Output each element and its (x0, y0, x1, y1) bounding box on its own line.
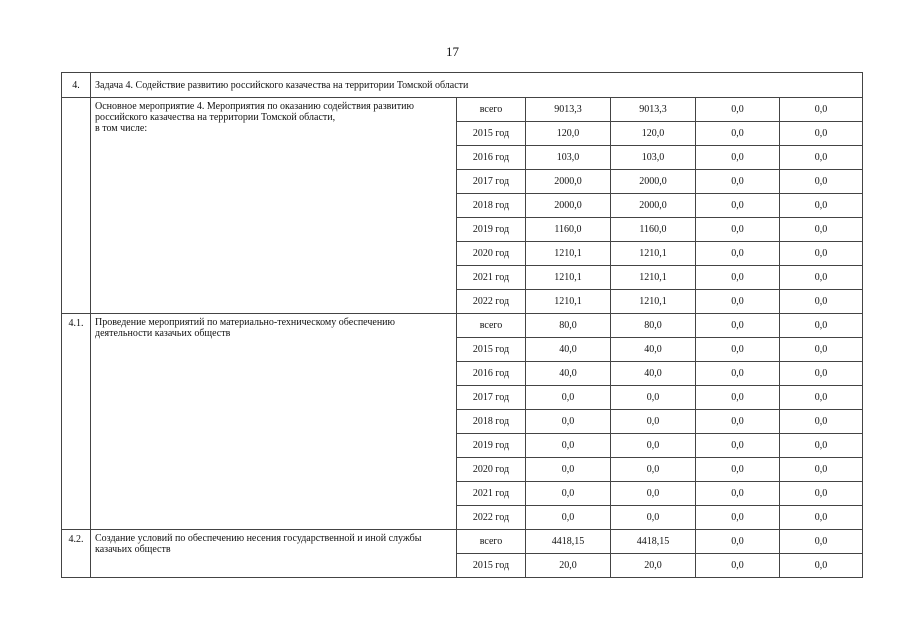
value-cell: 40,0 (526, 362, 611, 386)
section-description (91, 314, 457, 530)
value-cell: 0,0 (780, 506, 863, 530)
task-row (62, 73, 863, 98)
value-cell: 20,0 (611, 554, 696, 578)
value-cell: 0,0 (780, 290, 863, 314)
table-row (62, 530, 863, 554)
value-cell: 0,0 (780, 530, 863, 554)
value-cell: 0,0 (526, 386, 611, 410)
value-cell: 0,0 (780, 458, 863, 482)
section-number: 4.2. (62, 530, 91, 578)
period-cell: 2020 год (457, 458, 526, 482)
period-cell: 2017 год (457, 386, 526, 410)
value-cell: 40,0 (611, 338, 696, 362)
value-cell: 0,0 (780, 194, 863, 218)
value-cell: 0,0 (696, 314, 780, 338)
table-row (62, 98, 863, 122)
value-cell: 0,0 (696, 98, 780, 122)
value-cell: 0,0 (696, 410, 780, 434)
value-cell: 0,0 (780, 434, 863, 458)
value-cell: 1210,1 (526, 266, 611, 290)
value-cell: 0,0 (611, 386, 696, 410)
value-cell: 1210,1 (611, 242, 696, 266)
period-cell: 2018 год (457, 410, 526, 434)
value-cell: 0,0 (526, 482, 611, 506)
value-cell: 80,0 (526, 314, 611, 338)
value-cell: 0,0 (780, 386, 863, 410)
value-cell: 0,0 (780, 338, 863, 362)
period-cell: 2021 год (457, 266, 526, 290)
value-cell: 0,0 (526, 506, 611, 530)
value-cell: 2000,0 (611, 194, 696, 218)
value-cell: 4418,15 (526, 530, 611, 554)
period-cell: 2022 год (457, 290, 526, 314)
value-cell: 103,0 (611, 146, 696, 170)
value-cell: 0,0 (526, 434, 611, 458)
value-cell: 0,0 (696, 194, 780, 218)
description-line: Основное мероприятие 4. Мероприятия по оказанию содействия развитию (95, 101, 414, 112)
value-cell: 0,0 (696, 242, 780, 266)
value-cell: 0,0 (696, 362, 780, 386)
value-cell: 0,0 (696, 146, 780, 170)
value-cell: 0,0 (696, 482, 780, 506)
value-cell: 0,0 (780, 482, 863, 506)
description-line: Создание условий по обеспечению несения государственной и иной службы (95, 533, 422, 544)
value-cell: 1160,0 (611, 218, 696, 242)
value-cell: 0,0 (611, 410, 696, 434)
value-cell: 80,0 (611, 314, 696, 338)
value-cell: 0,0 (780, 314, 863, 338)
value-cell: 1210,1 (611, 290, 696, 314)
value-cell: 0,0 (526, 410, 611, 434)
value-cell: 4418,15 (611, 530, 696, 554)
value-cell: 103,0 (526, 146, 611, 170)
period-cell: 2018 год (457, 194, 526, 218)
value-cell: 0,0 (611, 434, 696, 458)
task-number: 4. (62, 73, 91, 98)
section-number (62, 98, 91, 314)
period-cell: 2022 год (457, 506, 526, 530)
value-cell: 0,0 (780, 122, 863, 146)
section-number: 4.1. (62, 314, 91, 530)
value-cell: 2000,0 (526, 194, 611, 218)
value-cell: 0,0 (611, 506, 696, 530)
value-cell: 0,0 (780, 266, 863, 290)
period-cell: 2017 год (457, 170, 526, 194)
value-cell: 1210,1 (611, 266, 696, 290)
value-cell: 0,0 (611, 458, 696, 482)
value-cell: 40,0 (611, 362, 696, 386)
value-cell: 0,0 (696, 530, 780, 554)
value-cell: 0,0 (780, 362, 863, 386)
value-cell: 2000,0 (611, 170, 696, 194)
value-cell: 0,0 (696, 434, 780, 458)
description-line: деятельности казачьих обществ (95, 328, 231, 339)
period-cell: 2016 год (457, 146, 526, 170)
period-cell: всего (457, 314, 526, 338)
value-cell: 0,0 (696, 218, 780, 242)
value-cell: 0,0 (696, 506, 780, 530)
period-cell: 2020 год (457, 242, 526, 266)
period-cell: 2015 год (457, 338, 526, 362)
value-cell: 1210,1 (526, 242, 611, 266)
description-line: в том числе: (95, 123, 148, 134)
budget-table (61, 72, 863, 578)
value-cell: 0,0 (611, 482, 696, 506)
description-line: Проведение мероприятий по материально-техническому обеспечению (95, 317, 395, 328)
description-line: российского казачества на территории Томской области, (95, 112, 336, 123)
value-cell: 0,0 (696, 170, 780, 194)
page-number: 17 (446, 44, 459, 59)
value-cell: 0,0 (696, 122, 780, 146)
task-title: Задача 4. Содействие развитию российского казачества на территории Томской области (91, 73, 863, 98)
period-cell: 2016 год (457, 362, 526, 386)
period-cell: всего (457, 530, 526, 554)
section-description (91, 98, 457, 314)
value-cell: 2000,0 (526, 170, 611, 194)
period-cell: 2021 год (457, 482, 526, 506)
value-cell: 120,0 (526, 122, 611, 146)
value-cell: 20,0 (526, 554, 611, 578)
value-cell: 0,0 (780, 242, 863, 266)
value-cell: 0,0 (780, 98, 863, 122)
value-cell: 1160,0 (526, 218, 611, 242)
section-description (91, 530, 457, 578)
value-cell: 0,0 (696, 554, 780, 578)
value-cell: 0,0 (780, 146, 863, 170)
value-cell: 120,0 (611, 122, 696, 146)
period-cell: 2015 год (457, 122, 526, 146)
value-cell: 0,0 (780, 554, 863, 578)
value-cell: 9013,3 (611, 98, 696, 122)
value-cell: 9013,3 (526, 98, 611, 122)
value-cell: 0,0 (696, 338, 780, 362)
period-cell: всего (457, 98, 526, 122)
value-cell: 0,0 (696, 458, 780, 482)
value-cell: 0,0 (780, 218, 863, 242)
value-cell: 0,0 (696, 386, 780, 410)
table-row (62, 314, 863, 338)
value-cell: 0,0 (780, 170, 863, 194)
description-line: казачьих обществ (95, 544, 171, 555)
value-cell: 0,0 (696, 290, 780, 314)
value-cell: 0,0 (696, 266, 780, 290)
value-cell: 1210,1 (526, 290, 611, 314)
period-cell: 2015 год (457, 554, 526, 578)
period-cell: 2019 год (457, 434, 526, 458)
value-cell: 40,0 (526, 338, 611, 362)
period-cell: 2019 год (457, 218, 526, 242)
value-cell: 0,0 (780, 410, 863, 434)
value-cell: 0,0 (526, 458, 611, 482)
